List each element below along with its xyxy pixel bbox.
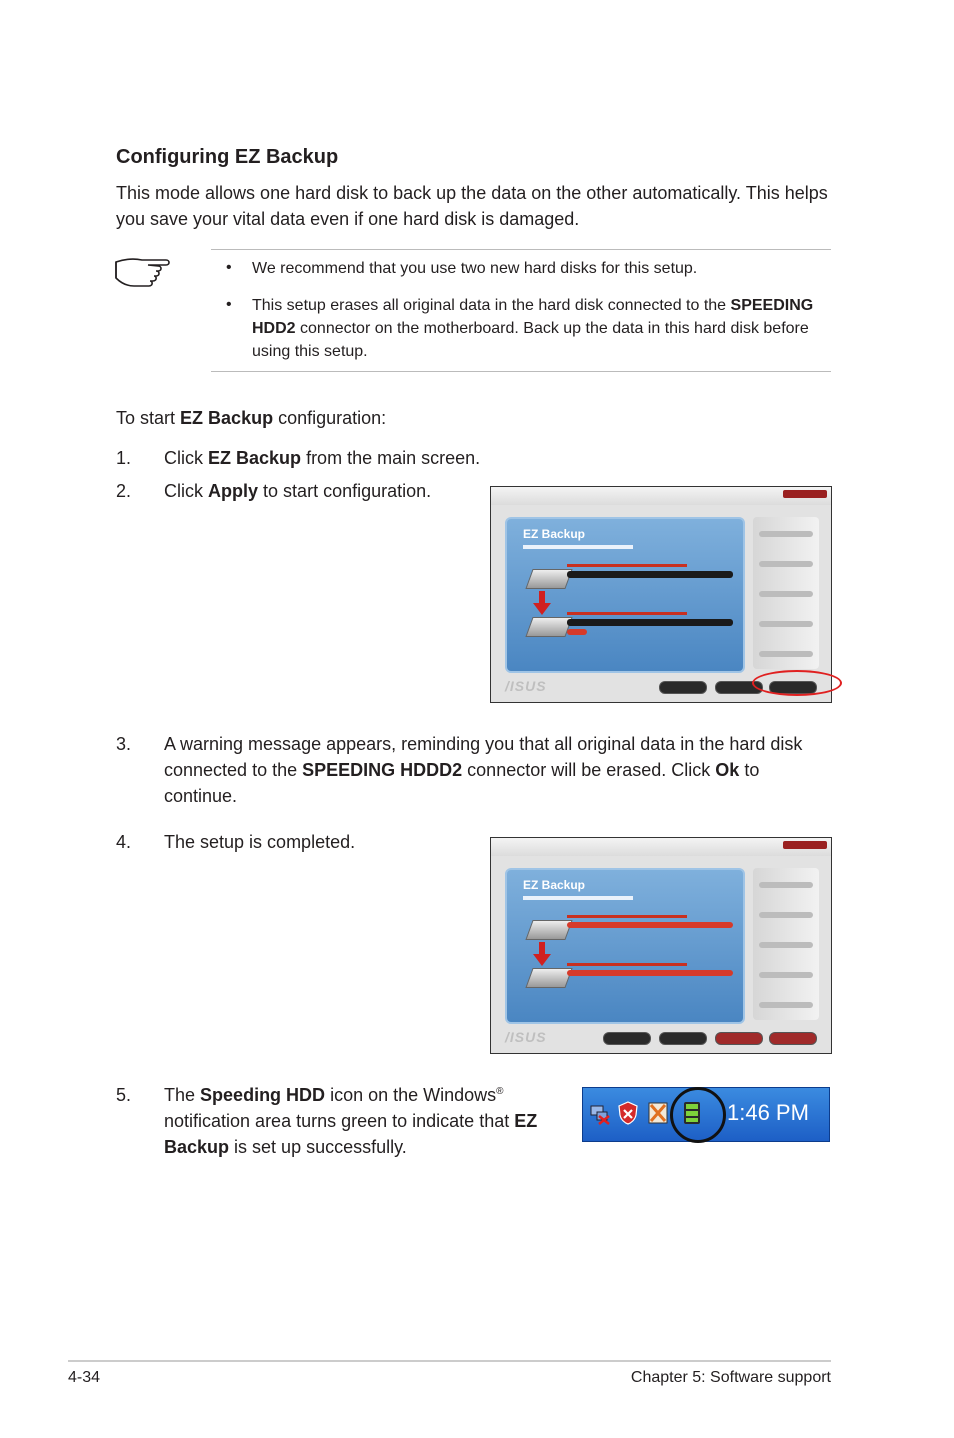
- taskbar-clock: 1:46 PM: [727, 1100, 809, 1125]
- window-controls-icon: [783, 490, 827, 498]
- step-number: 1.: [116, 448, 132, 468]
- note-bottom-rule: [211, 371, 831, 372]
- bullet-icon: •: [226, 296, 232, 313]
- note-bullet-2: This setup erases all original data in the hard disk connected to the SPEEDING HDD2 connector on the motherboard. Back up the data in this hard disk before using this setup.: [252, 297, 814, 360]
- security-shield-icon: [617, 1100, 639, 1126]
- ez-backup-screenshot-completed: [490, 837, 832, 1054]
- footer-rule: [68, 1360, 831, 1362]
- start-instruction: To start EZ Backup configuration:: [116, 408, 387, 428]
- step-number: 4.: [116, 832, 132, 852]
- hard-disk-icon: [525, 968, 572, 988]
- screenshot-button: [715, 1032, 763, 1045]
- arrow-down-icon: [533, 603, 551, 615]
- step-number: 3.: [116, 734, 132, 754]
- chapter-title: Chapter 5: Software support: [630, 1369, 831, 1386]
- window-controls-icon: [783, 841, 827, 849]
- asus-logo: /ISUS: [505, 678, 547, 694]
- step-number: 2.: [116, 481, 132, 501]
- note-top-rule: [211, 249, 831, 250]
- highlight-ring: [752, 670, 842, 696]
- note-bullet-1: We recommend that you use two new hard disks for this setup.: [252, 260, 698, 277]
- section-title: Configuring EZ Backup: [116, 146, 339, 168]
- step-5: The Speeding HDD icon on the Windows® notification area turns green to indicate that EZ Backup is set up successfully.: [164, 1085, 538, 1157]
- step-3: A warning message appears, reminding you that all original data in the hard disk connected to the SPEEDING HDDD2 connector will be erased. Click Ok to continue.: [164, 734, 803, 806]
- screenshot-button: [659, 681, 707, 694]
- screenshot-button: [769, 1032, 817, 1045]
- screenshot-button: [659, 1032, 707, 1045]
- network-icon: [589, 1100, 611, 1126]
- screenshot-button: [603, 1032, 651, 1045]
- highlight-ring: [670, 1087, 726, 1143]
- pointing-hand-icon: [112, 246, 174, 290]
- bullet-icon: •: [226, 259, 232, 276]
- hard-disk-icon: [525, 617, 572, 637]
- hard-disk-icon: [525, 920, 572, 940]
- tray-app-icon: [647, 1100, 669, 1126]
- screenshot-title: EZ Backup: [523, 527, 586, 541]
- intro-paragraph: This mode allows one hard disk to back up the data on the other automatically. This helps you save your vital data even if one hard disk is damaged.: [116, 183, 828, 229]
- hard-disk-icon: [525, 569, 572, 589]
- step-2: Click Apply to start configuration.: [164, 481, 432, 501]
- page-number: 4-34: [68, 1369, 101, 1386]
- step-1: Click EZ Backup from the main screen.: [164, 448, 481, 468]
- step-4: The setup is completed.: [164, 832, 356, 852]
- step-number: 5.: [116, 1085, 132, 1105]
- arrow-down-icon: [533, 954, 551, 966]
- asus-logo: /ISUS: [505, 1029, 547, 1045]
- screenshot-title: EZ Backup: [523, 878, 586, 892]
